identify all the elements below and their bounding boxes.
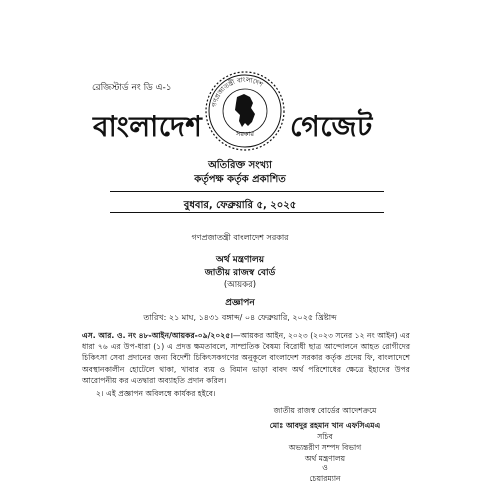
paragraph-1-body: —আয়কর আইন, ২০২৩ (২০২৩ সনের ১২ নং আইন) এর ধারা ৭৬ এর উপ-ধারা (১) এ প্রদত্ত ক্ষমতাবলে, সাম্প্রতিক বৈষম্য বিরোধী ছাত্র আন্দোলনে আহত রোগীদের চিকিৎসা সেবা প্রদানের জন্য বিদেশী চিকিৎসকগণের অনুকূলে বাংলাদেশ সরকার কর্তৃক প্রদেয় ফি, বাংলাদেশে অবস্থানকালীন হোটেলে থাকা, খাবার ব্যয় ও বিমান ভাড়া বাবদ অর্থ পরিশোধের ক্ষেত্রে ইহাদের উপর আরোপনীয় কর এতদ্বারা অব্যাহতি প্রদান করিল। — [82, 331, 410, 385]
signatory-title-1: সচিব — [317, 432, 333, 441]
signatory-title-4: ও — [322, 463, 328, 472]
signatory-title-3: অর্থ মন্ত্রণালয় — [304, 454, 346, 463]
notification-dateline: তারিখ: ২১ মাঘ, ১৪৩১ বঙ্গাব্দ/ ০৪ ফেব্রুয়ারি, ২০২৫ খ্রিষ্টাব্দ — [143, 313, 337, 322]
date-rule-bottom — [110, 212, 384, 213]
issue-date: বুধবার, ফেব্রুয়ারি ৫, ২০২৫ — [183, 200, 297, 211]
notification-paragraph-2: ২। এই প্রজ্ঞাপন অবিলম্বে কার্যকর হইবে। — [96, 389, 216, 398]
publisher-label: কর্তৃপক্ষ কর্তৃক প্রকাশিত — [194, 174, 286, 185]
wing-heading: (আয়কর) — [223, 280, 257, 290]
registration-number: রেজিস্টার্ড নং ডি এ-১ — [92, 83, 172, 93]
svg-text:সরকার: সরকার — [236, 130, 254, 138]
government-seal-icon — [204, 70, 286, 152]
notification-paragraph-1 — [82, 330, 410, 386]
signatory-title-2: অভ্যন্তরীণ সম্পদ বিভাগ — [288, 443, 362, 452]
gazette-title-gazette: গেজেট — [290, 110, 373, 143]
gazette-title-bangladesh: বাংলাদেশ — [93, 110, 203, 143]
board-heading: জাতীয় রাজস্ব বোর্ড — [204, 268, 276, 278]
signatory-name: মোঃ আবদুর রহমান খান এফসিএমএ — [269, 421, 381, 430]
notification-label: প্রজ্ঞাপন — [225, 298, 255, 308]
svg-text:গণপ্রজাতন্ত্রী বাংলাদেশ: গণপ্রজাতন্ত্রী বাংলাদেশ — [210, 75, 265, 108]
signatory-title-5: চেয়ারম্যান — [309, 474, 341, 483]
ministry-heading: অর্থ মন্ত্রণালয় — [215, 255, 265, 265]
extra-issue-label: অতিরিক্ত সংখ্যা — [208, 160, 272, 171]
date-rule-top — [110, 191, 384, 192]
sro-number: এস. আর. ও. নং ৪৮-আইন/আয়কর-০৯/২০২৫। — [82, 331, 233, 340]
government-heading: গণপ্রজাতন্ত্রী বাংলাদেশ সরকার — [191, 233, 289, 242]
signature-order-line: জাতীয় রাজস্ব বোর্ডের আদেশক্রমে — [273, 406, 377, 415]
